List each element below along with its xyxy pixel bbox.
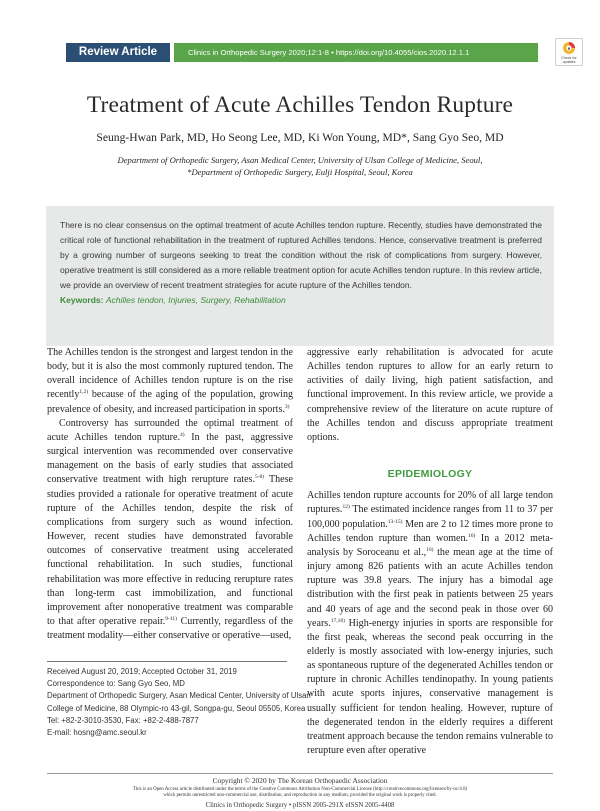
body-paragraph: Achilles tendon rupture accounts for 20% of all large tendon ruptures.$^{12)}$ The estimated incidence ranges from 11 to 37 per 100,000 population.$^{13-15)}$ Men are 2 to 12 times more prone to Achilles tendon rupture than women.$^{16)}$ In a 2012 meta-analysis by Soroceanu et al.,$^{10)}$ the mean age at the time of injury among 826 patients with an acute Achilles tendon rupture was 39.8 years. The injury has a bimodal age distribution with the first peak in patients between 25 years and 40 years of age and the second peak in those over 60 years.$^{17,18)}$ High-energy injuries in sports are responsible for the first peak, whereas the second peak occurring in the elderly is mostly associated with low-energy injuries, such as spontaneous rupture of the degenerated Achilles tendon or rupture in chronic Achilles tendinopathy. In young patients with acute sports injures, conservative management is usually sufficient for tendon healing. However, rupture of the degenerated tendon in the elderly requires a different treatment approach because the tendon remains vulnerable to rerupture even after operative [307, 490, 553, 757]
journal-citation: Clinics in Orthopedic Surgery 2020;12:1-8 • https://doi.org/10.4055/cios.2020.12.1.1 [174, 43, 538, 62]
issn-line: Clinics in Orthopedic Surgery • pISSN 2005-291X eISSN 2005-4408 [205, 802, 395, 809]
check-updates-label: Check for updates [561, 56, 577, 64]
citation-ref[interactable]: 16) [468, 532, 476, 539]
affiliation-line: Department of Orthopedic Surgery, Asan Medical Center, University of Ulsan College of Medicine, Seoul, [117, 155, 483, 165]
correspondence-address: Department of Orthopedic Surgery, Asan Medical Center, University of Ulsan [47, 691, 311, 701]
correspondence-email[interactable]: E-mail: hosng@amc.seoul.kr [47, 728, 147, 738]
correspondence-address: College of Medicine, 88 Olympic-ro 43-gil, Songpa-gu, Seoul 05505, Korea [47, 703, 306, 713]
citation-ref[interactable]: 17,18) [330, 617, 345, 624]
keywords-list: Achilles tendon, Injuries, Surgery, Rehabilitation [105, 295, 286, 305]
citation-ref[interactable]: 3) [284, 403, 290, 410]
correspondence-phone: Tel: +82-2-3010-3530, Fax: +82-2-488-7877 [47, 715, 199, 725]
body-paragraph: The Achilles tendon is the strongest and largest tendon in the body, but it is also the most commonly ruptured tendon. The overall incidence of Achilles tendon rupture is on the rise recently$^{1,2)}$ because of the aging of the population, growing prevalence of obesity, and increased participation in sports.$^{3)}$ [47, 347, 293, 415]
abstract-body: There is no clear consensus on the optimal treatment of acute Achilles tendon rupture. Recently, studies have demonstrated the critical role of functional rehabilitation in the treatment of ruptured Achilles tendons. Hence, conservative treatment is preferred by a growing number of surgeons seeking to treat the condition without the risk of complications from surgery. However, operative treatment is still considered as a more reliable treatment option for acute Achilles tendon rupture. In this review article, we provide an overview of recent treatment strategies for acute rupture of the Achilles tendon. [60, 220, 542, 290]
citation-ref[interactable]: 1,2) [79, 389, 89, 396]
copyright-line: Copyright © 2020 by The Korean Orthopaedic Association [212, 776, 388, 785]
citation-ref[interactable]: 13-15) [387, 518, 403, 525]
footnote-divider [47, 661, 287, 662]
keywords-label: Keywords: [60, 295, 104, 305]
body-paragraph-continued: aggressive early rehabilitation is advocated for acute Achilles tendon ruptures to allow for an early return to activities of daily living, high patient satisfaction, and functional improvement. In this review article, we provide a comprehensive review of the literature on acute rupture of the Achilles tendon and discuss appropriate treatment options. [307, 347, 553, 443]
license-line: This is an Open Access article distributed under the terms of the Creative Commons Attribution Non-Commercial License (http://creativecommons.org/licenses/by-nc/4.0) [132, 787, 468, 792]
left-column [47, 346, 293, 643]
citation-ref[interactable]: 4) [180, 431, 185, 438]
section-heading-epidemiology: EPIDEMIOLOGY [387, 468, 473, 481]
right-column [307, 346, 553, 758]
article-title: Treatment of Acute Achilles Tendon Rupture [86, 92, 514, 118]
author-list: Seung-Hwan Park, MD, Ho Seong Lee, MD, Ki Won Young, MD*, Sang Gyo Seo, MD [96, 131, 504, 144]
abstract-box [46, 206, 554, 346]
paragraph-continued: Currently, regardless of the treatment modality—either conservative or operative—used, [47, 615, 293, 642]
citation-ref[interactable]: 5-8) [254, 474, 265, 481]
affiliation-line: *Department of Orthopedic Surgery, Eulji Hospital, Seoul, Korea [187, 167, 413, 177]
article-type-badge: Review Article [66, 43, 170, 62]
citation-ref[interactable]: 12) [342, 504, 350, 511]
license-line: which permits unrestricted non-commercial use, distribution, and reproduction in any medium, provided the original work is properly cited. [163, 793, 437, 798]
check-for-updates-button[interactable] [555, 38, 583, 66]
footer-divider [47, 773, 553, 774]
check-updates-icon [562, 41, 576, 55]
correspondence-footnote [47, 666, 311, 739]
header-bar [0, 0, 600, 64]
citation-ref[interactable]: 9-11) [165, 615, 178, 622]
citation-ref[interactable]: 10) [426, 546, 434, 553]
received-dates: Received August 20, 2019; Accepted October 31, 2019 [47, 667, 237, 676]
correspondence-author: Correspondence to: Sang Gyo Seo, MD [47, 679, 185, 689]
abstract-text [60, 218, 542, 308]
body-paragraph: Controversy has surrounded the optimal treatment of acute Achilles tendon rupture.$^{4)}$ In the past, aggressive surgical intervention was recommended over conservative management on the basis of early studies that associated conservative treatment with high rerupture rates.$^{5-8)}$ These studies provided a rationale for operative treatment of acute rupture of the Achilles tendon, despite the risk of complications from surgery such as wound infection. However, recent studies have demonstrated favorable outcomes of conservative treatment using accelerated functional rehabilitation. In such studies, functional rehabilitation was more effective in reducing rerupture rates than long-term cast immobilization, and functional improvement after nonoperative treatment was comparable to that after operative repair.$^{9-11)}$ Currently, regardless of the treatment modality—either conservative or operative—used, [47, 417, 294, 642]
